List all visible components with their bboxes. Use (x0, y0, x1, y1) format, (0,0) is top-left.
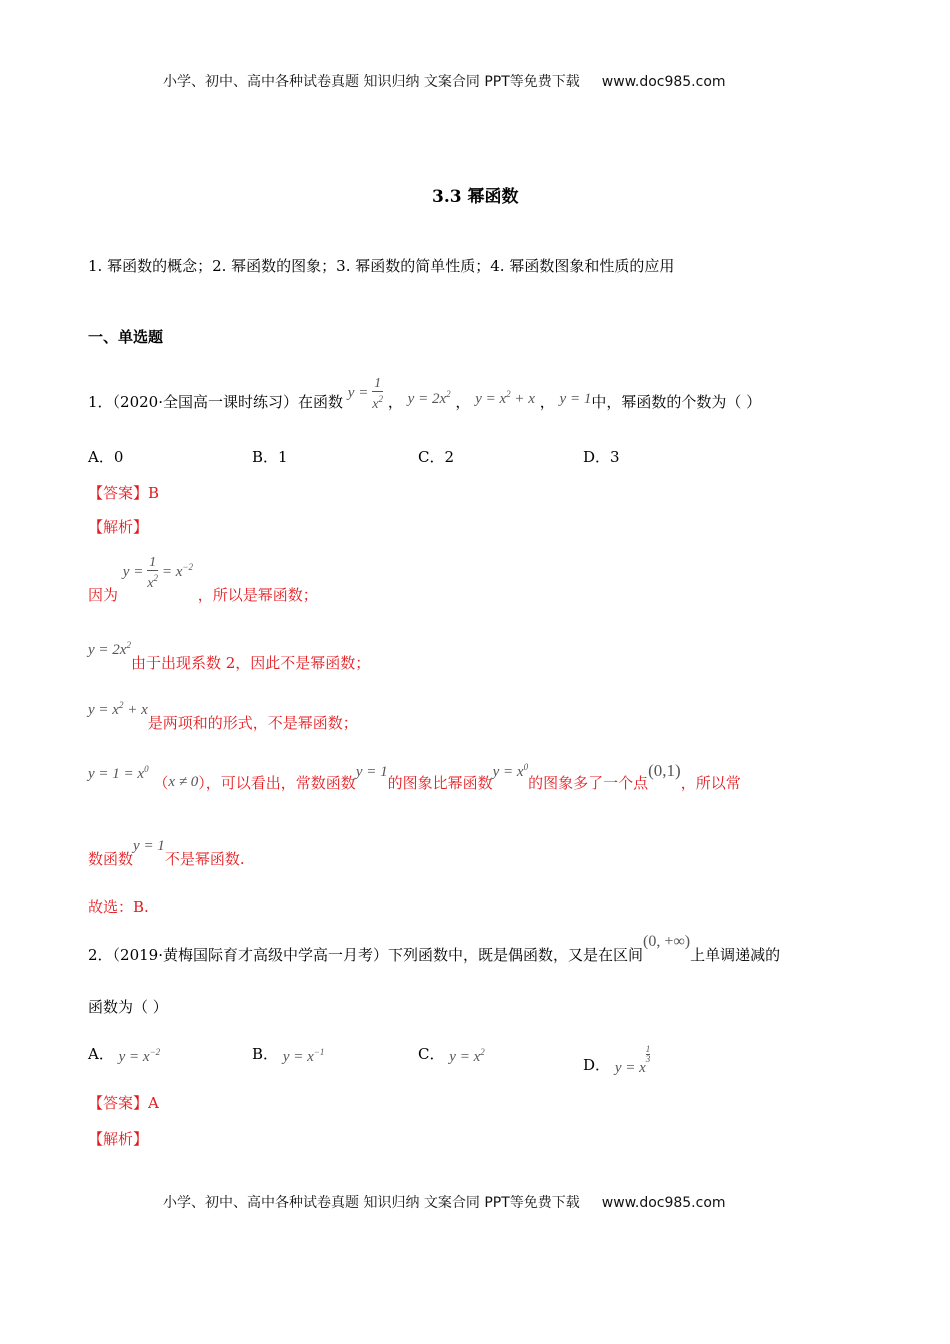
q1-line1-suffix: ，所以是幂函数； (197, 586, 318, 605)
q1-line4-a: （ (153, 774, 169, 792)
q1-analysis-line5 (88, 834, 245, 868)
q1-line4-c: 的图象比幂函数 (387, 774, 493, 792)
footer-url[interactable]: www.doc985.com (601, 1195, 726, 1211)
q1-formula-3: $y = x^2 + x$ (475, 389, 535, 408)
q1-line2-suffix: 由于出现系数 2，因此不是幂函数； (130, 654, 371, 672)
q1-line3-formula: $y = x^2 + x$ (88, 700, 148, 718)
section-heading: 一、单选题 (88, 328, 164, 346)
q1-line4-formula3: $y = x^0$ (492, 762, 529, 780)
q1-line3-suffix: 是两项和的形式，不是幂函数； (147, 714, 358, 732)
page-footer (163, 1192, 726, 1212)
q1-stem-prefix: 1．（2020·全国高一课时练习）在函数 (88, 393, 343, 412)
q1-line1-prefix: 因为 (88, 586, 119, 605)
q2-option-d-formula: y = x $\frac{1}{3}$ (614, 1044, 651, 1076)
q1-formula-4: y = 1 (559, 391, 592, 408)
q1-line5-prefix: 数函数 (88, 850, 134, 868)
page-title: 3.3 幂函数 (432, 187, 519, 207)
q1-formula-2: $y = 2x^2$ (407, 389, 451, 408)
topics-line: 1. 幂函数的概念；2. 幂函数的图象；3. 幂函数的简单性质；4. 幂函数图象和性质的应用 (88, 257, 675, 275)
q1-line5-formula: y = 1 (133, 838, 165, 854)
q1-analysis-line4 (88, 761, 741, 792)
q1-option-b: B．1 (252, 448, 288, 466)
q1-line4-b: ），可以看出，常数函数 (198, 774, 356, 792)
q1-line2-formula: $y = 2x^2$ (88, 640, 131, 658)
q1-stem-suffix: 中，幂函数的个数为（ ） (591, 393, 762, 412)
q2-stem-line2: 函数为（ ） (88, 998, 168, 1016)
q2-stem-suffix: 上单调递减的 (690, 946, 781, 964)
q1-line5-suffix: 不是幂函数. (164, 850, 245, 868)
q1-formula-1: y = $\frac{1}{x^2}$ (347, 376, 383, 412)
q1-line4-d: 的图象多了一个点 (528, 774, 649, 792)
footer-text: 小学、初中、高中各种试卷真题 知识归纳 文案合同 PPT等免费下载 (163, 1195, 580, 1211)
q2-option-a-formula: $y = x^{-2}$ (118, 1047, 161, 1065)
q1-option-a: A．0 (88, 448, 124, 466)
q1-analysis-line1 (88, 553, 318, 605)
q2-option-d (583, 1043, 650, 1075)
q1-line4-point: (0,1) (648, 761, 681, 780)
q1-line1-formula: y = $\frac{1}{x^2}$ = $x^{-2}$ (122, 555, 193, 591)
q2-stem-line1 (88, 930, 781, 964)
page-header (163, 71, 726, 91)
q2-option-b (252, 1043, 324, 1064)
q1-analysis-line3 (88, 700, 358, 732)
q2-option-c-label: C． (418, 1045, 445, 1063)
q1-line4-formula1: $y = 1 = x^0$ (88, 764, 149, 782)
q2-interval: (0, +∞) (643, 933, 691, 950)
q1-analysis-line2 (88, 640, 371, 672)
q1-line4-e: ，所以常 (680, 774, 741, 792)
q1-line4-formula2: y = 1 (355, 764, 388, 780)
q2-option-a (88, 1043, 160, 1064)
q1-analysis-label: 【解析】 (88, 518, 149, 536)
q2-option-b-formula: $y = x^{-1}$ (282, 1047, 325, 1065)
q1-stem: 1．（2020·全国高一课时练习）在函数 y = $\frac{1}{x^2}$ ， $y = 2x^2$ ， $y = x^2 + x$ ， y = 1中，幂函数的个数为（ ） (88, 376, 762, 412)
q2-option-a-label: A． (88, 1045, 114, 1063)
q2-answer: 【答案】A (88, 1094, 159, 1112)
q1-line4-condition: x ≠ 0 (168, 774, 199, 790)
q1-conclusion: 故选：B. (88, 898, 149, 916)
q2-option-b-label: B． (252, 1045, 279, 1063)
header-url[interactable]: www.doc985.com (601, 74, 726, 90)
q1-answer: 【答案】B (88, 484, 160, 502)
q1-option-c: C．2 (418, 448, 455, 466)
q2-stem-prefix: 2．（2019·黄梅国际育才高级中学高一月考）下列函数中，既是偶函数，又是在区间 (88, 946, 643, 964)
q2-analysis-label: 【解析】 (88, 1130, 149, 1148)
header-text: 小学、初中、高中各种试卷真题 知识归纳 文案合同 PPT等免费下载 (163, 74, 580, 90)
q2-option-c-formula: $y = x^2$ (449, 1047, 485, 1065)
q2-option-d-label: D． (583, 1056, 611, 1074)
q1-option-d: D．3 (583, 448, 620, 466)
q2-option-c (418, 1043, 485, 1064)
